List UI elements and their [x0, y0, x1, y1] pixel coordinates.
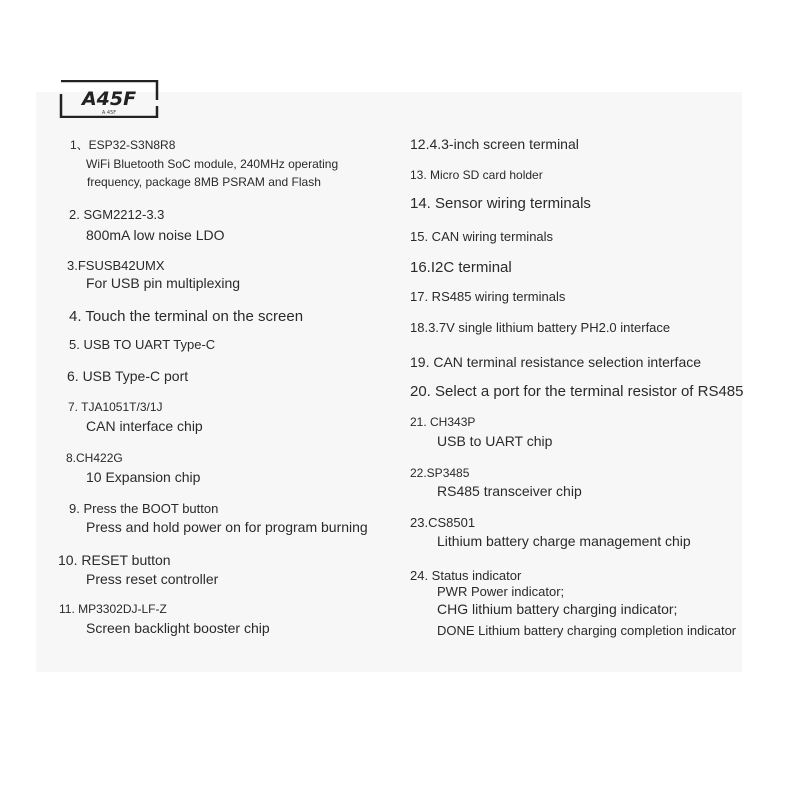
item-6-title: 6. USB Type-C port [67, 368, 189, 384]
item-23-title: 23.CS8501 [410, 515, 476, 530]
item-2-title: 2. SGM2212-3.3 [69, 207, 165, 222]
item-10-desc: Press reset controller [86, 571, 219, 587]
item-9-desc: Press and hold power on for program burning [86, 519, 368, 535]
item-7-desc: CAN interface chip [86, 418, 203, 434]
item-15-title: 15. CAN wiring terminals [410, 229, 554, 244]
item-1-title: 1、ESP32-S3N8R8 [70, 138, 176, 152]
item-17-title: 17. RS485 wiring terminals [410, 289, 566, 304]
item-1-desc-line2: frequency, package 8MB PSRAM and Flash [87, 175, 321, 189]
item-24-desc-line3: DONE Lithium battery charging completion indicator [437, 623, 737, 638]
item-3-desc: For USB pin multiplexing [86, 275, 241, 291]
item-14-title: 14. Sensor wiring terminals [410, 195, 591, 212]
item-8-desc: 10 Expansion chip [86, 469, 201, 485]
item-21-title: 21. CH343P [410, 415, 476, 429]
item-24-title: 24. Status indicator [410, 568, 522, 583]
item-12-title: 12.4.3-inch screen terminal [410, 136, 579, 152]
item-11-desc: Screen backlight booster chip [86, 620, 270, 636]
brand-logo-text: A45F [81, 88, 137, 110]
item-20-title: 20. Select a port for the terminal resistor of RS485 [410, 383, 744, 400]
item-23-desc: Lithium battery charge management chip [437, 533, 691, 549]
item-9-title: 9. Press the BOOT button [69, 501, 219, 516]
item-8-title: 8.CH422G [66, 451, 123, 465]
item-21-desc: USB to UART chip [437, 433, 553, 449]
item-2-desc: 800mA low noise LDO [86, 227, 225, 243]
item-22-desc: RS485 transceiver chip [437, 483, 582, 499]
item-18-title: 18.3.7V single lithium battery PH2.0 interface [410, 320, 671, 335]
item-7-title: 7. TJA1051T/3/1J [68, 400, 163, 414]
item-11-title: 11. MP3302DJ-LF-Z [59, 602, 167, 616]
item-16-title: 16.I2C terminal [410, 259, 512, 276]
item-1-desc-line1: WiFi Bluetooth SoC module, 240MHz operating [86, 157, 339, 171]
item-4-title: 4. Touch the terminal on the screen [69, 308, 304, 325]
item-13-title: 13. Micro SD card holder [410, 168, 543, 182]
item-3-title: 3.FSUSB42UMX [67, 258, 165, 273]
item-24-desc-line1: PWR Power indicator; [437, 584, 565, 599]
item-10-title: 10. RESET button [58, 552, 171, 568]
brand-logo-subtext: A 45F [101, 110, 117, 116]
item-24-desc-line2: CHG lithium battery charging indicator; [437, 601, 678, 617]
brand-logo [59, 80, 159, 118]
item-5-title: 5. USB TO UART Type-C [69, 337, 216, 352]
item-19-title: 19. CAN terminal resistance selection interface [410, 354, 702, 370]
item-22-title: 22.SP3485 [410, 466, 470, 480]
